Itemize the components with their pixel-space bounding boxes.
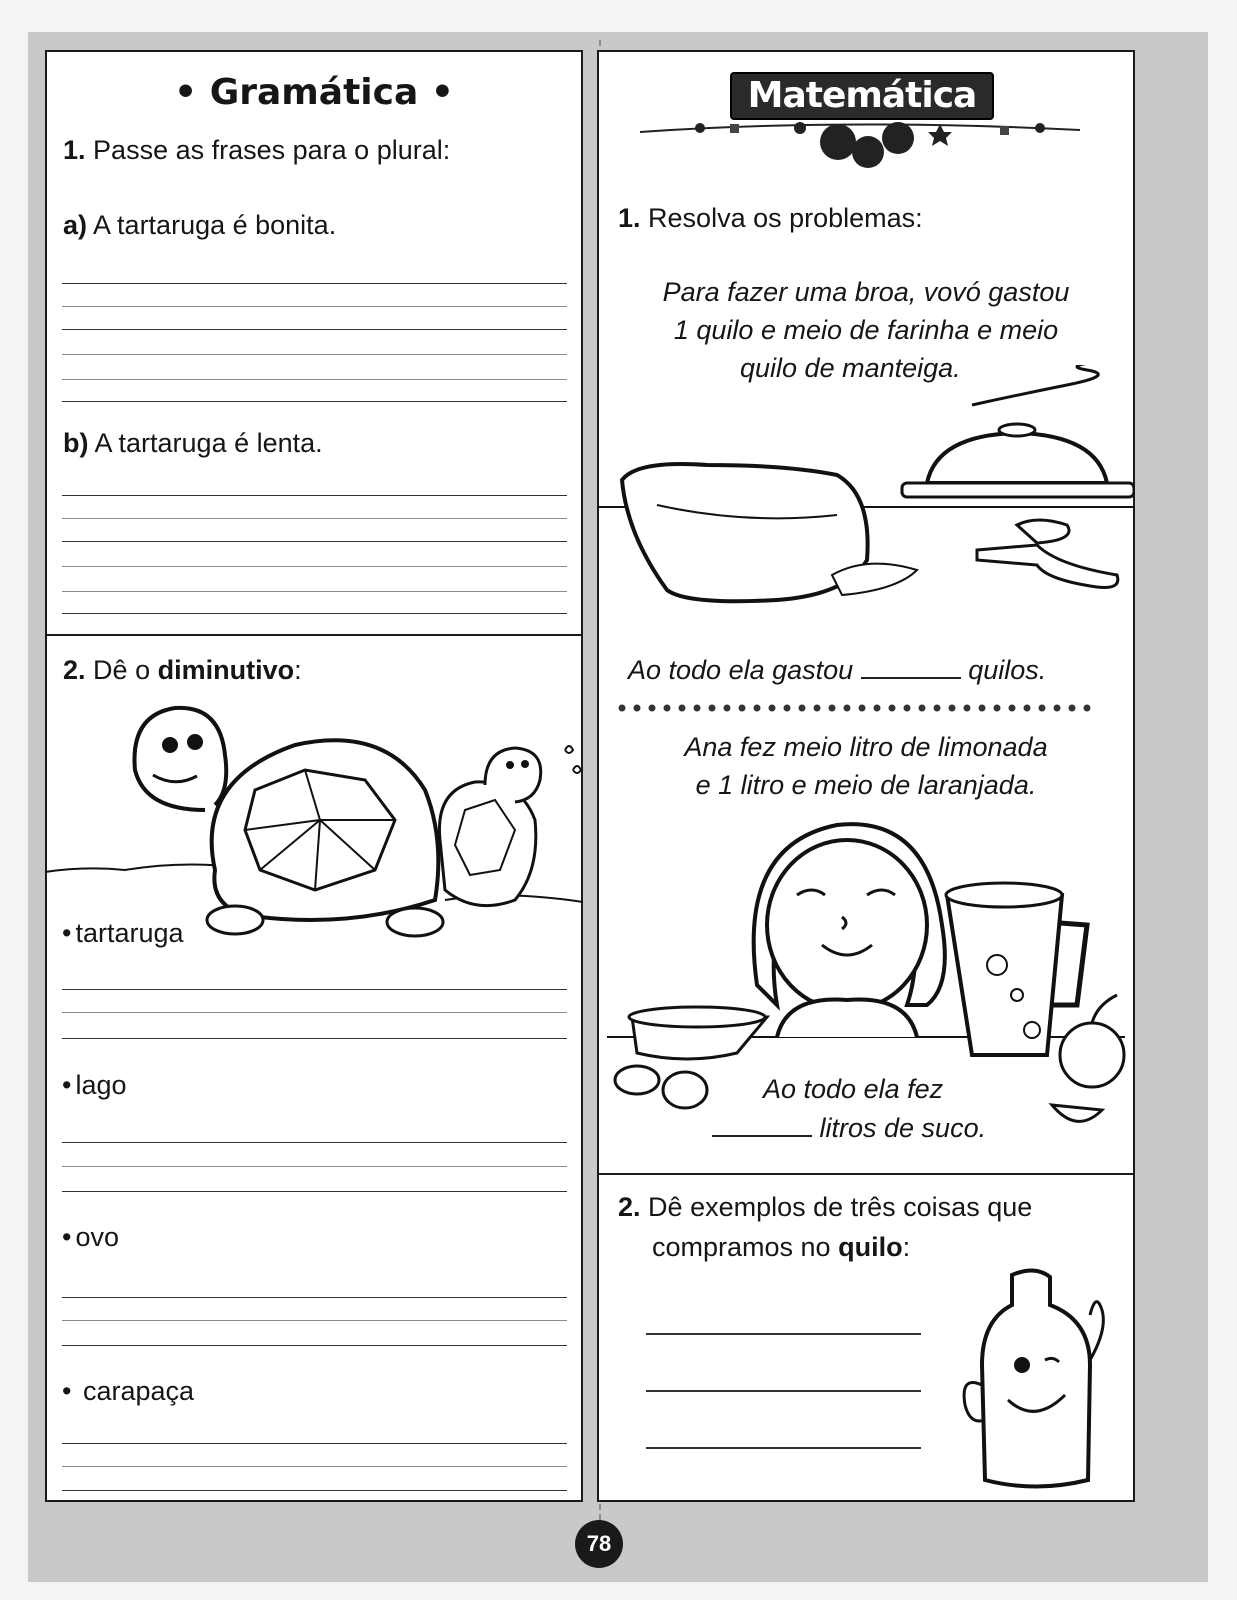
problem-2-line-1: Ana fez meio litro de limonada: [684, 732, 1048, 762]
bullet-icon: [62, 1222, 75, 1252]
flour-bag-icon: [597, 365, 1135, 630]
dotted-separator: [617, 703, 1097, 713]
word-carapaca: [62, 1376, 194, 1407]
math-question-2-line-1: [618, 1192, 1032, 1223]
writing-line[interactable]: [62, 1142, 567, 1143]
bullet-icon: [62, 918, 75, 948]
math-question-2-text: Dê exemplos de três coisas que: [648, 1192, 1033, 1222]
math-question-2-line-2-bold: quilo: [838, 1232, 903, 1262]
writing-line[interactable]: [62, 1012, 567, 1013]
writing-line[interactable]: [62, 566, 567, 567]
writing-line[interactable]: [62, 1466, 567, 1467]
turtle-icon: [45, 690, 583, 950]
bullet-icon: [62, 1070, 75, 1100]
problem-1-line-3: quilo de manteiga.: [740, 353, 961, 383]
writing-line[interactable]: [62, 591, 567, 592]
word-carapaca-text: carapaça: [82, 1376, 195, 1406]
milk-bottle-icon: [950, 1265, 1120, 1495]
problem-2-answer-post: litros de suco.: [819, 1113, 987, 1143]
writing-line[interactable]: [62, 541, 567, 542]
math-header-decoration: [640, 110, 1080, 180]
word-ovo: [62, 1222, 119, 1253]
writing-line[interactable]: [62, 283, 567, 284]
writing-line[interactable]: [62, 518, 567, 519]
writing-line[interactable]: [62, 354, 567, 355]
question-1-number: 1.: [63, 135, 86, 165]
writing-line[interactable]: [62, 989, 567, 990]
question-2-text-bold: diminutivo: [157, 655, 295, 685]
writing-line[interactable]: [62, 1490, 567, 1491]
math-question-1: [618, 203, 923, 234]
sentence-a: [63, 210, 336, 241]
writing-line[interactable]: [62, 495, 567, 496]
answer-line[interactable]: [646, 1390, 921, 1392]
pitcher-icon: [946, 883, 1087, 1055]
problem-2-answer-line-2: [712, 1113, 986, 1144]
problem-1-answer: [628, 655, 1046, 686]
word-tartaruga: [62, 918, 188, 949]
section-title-gramatica: • Gramática •: [174, 72, 454, 113]
writing-line[interactable]: [62, 1345, 567, 1346]
writing-line[interactable]: [62, 329, 567, 330]
math-question-2-line-2-pre: compramos no: [652, 1232, 839, 1262]
writing-line[interactable]: [62, 1320, 567, 1321]
butter-dish-icon: [902, 365, 1134, 588]
math-question-1-text: Resolva os problemas:: [648, 203, 923, 233]
sentence-b: [63, 428, 323, 459]
writing-line[interactable]: [62, 613, 567, 614]
writing-line[interactable]: [62, 1038, 567, 1039]
word-lago: [62, 1070, 127, 1101]
sentence-b-label: b): [63, 428, 89, 458]
problem-2-answer-line-1: Ao todo ela fez: [763, 1074, 944, 1104]
sentence-a-label: a): [63, 210, 88, 240]
writing-line[interactable]: [62, 1166, 567, 1167]
word-ovo-text: ovo: [75, 1222, 119, 1252]
problem-1-line-2: 1 quilo e meio de farinha e meio: [673, 315, 1059, 345]
answer-line[interactable]: [646, 1447, 921, 1449]
writing-line[interactable]: [62, 401, 567, 402]
question-2: [63, 655, 302, 686]
writing-line[interactable]: [62, 1191, 567, 1192]
word-tartaruga-text: tartaruga: [75, 918, 184, 948]
problem-2-line-2: e 1 litro e meio de laranjada.: [695, 770, 1037, 800]
math-question-2-line-2: [652, 1232, 910, 1263]
answer-blank[interactable]: [861, 657, 961, 679]
math-section-divider: [597, 1173, 1135, 1175]
sentence-b-text: A tartaruga é lenta.: [94, 428, 323, 458]
word-lago-text: lago: [75, 1070, 127, 1100]
question-1-text: Passe as frases para o plural:: [93, 135, 451, 165]
math-question-1-number: 1.: [618, 203, 641, 233]
writing-line[interactable]: [62, 379, 567, 380]
question-2-text-pre: Dê o: [93, 655, 158, 685]
sentence-a-text: A tartaruga é bonita.: [93, 210, 337, 240]
writing-line[interactable]: [62, 1443, 567, 1444]
problem-1-answer-pre: Ao todo ela gastou: [628, 655, 854, 685]
writing-line[interactable]: [62, 306, 567, 307]
math-question-2-number: 2.: [618, 1192, 641, 1222]
answer-blank[interactable]: [712, 1115, 812, 1137]
problem-1-answer-post: quilos.: [968, 655, 1047, 685]
question-2-text-post: :: [294, 655, 302, 685]
math-question-2-line-2-post: :: [902, 1232, 911, 1262]
math-header-title: Matemática: [747, 75, 977, 116]
answer-line[interactable]: [646, 1333, 921, 1335]
page-number: 78: [575, 1520, 623, 1568]
writing-line[interactable]: [62, 1297, 567, 1298]
question-1: [63, 135, 450, 166]
question-2-number: 2.: [63, 655, 86, 685]
bullet-icon: [62, 1376, 75, 1406]
problem-1-line-1: Para fazer uma broa, vovó gastou: [662, 277, 1070, 307]
